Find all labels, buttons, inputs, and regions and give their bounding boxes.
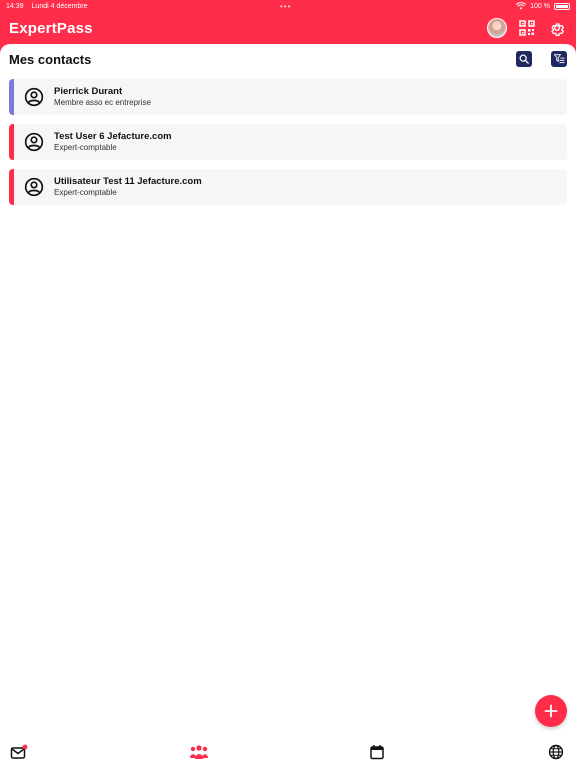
contact-list — [9, 79, 567, 214]
status-date: Lundi 4 décembre — [31, 2, 88, 10]
person-icon — [24, 87, 44, 107]
contact-item[interactable] — [9, 124, 567, 160]
gear-icon — [549, 20, 565, 36]
contact-name: Pierrick Durant — [54, 86, 123, 97]
contact-item[interactable] — [9, 79, 567, 115]
user-avatar[interactable] — [487, 18, 507, 38]
add-contact-button[interactable] — [535, 695, 567, 727]
contact-accent-bar — [9, 169, 14, 205]
mail-icon — [10, 744, 28, 760]
wifi-icon — [516, 2, 526, 10]
page-title: Mes contacts — [9, 52, 92, 67]
contact-role: Expert-comptable — [54, 188, 117, 197]
contact-role: Expert-comptable — [54, 143, 117, 152]
status-bar — [0, 0, 576, 12]
people-icon — [189, 744, 209, 760]
contact-name: Test User 6 Jefacture.com — [54, 131, 172, 142]
contact-text — [54, 131, 172, 153]
contact-accent-bar — [9, 79, 14, 115]
app-bar — [0, 12, 576, 44]
contact-role: Membre asso ec entreprise — [54, 98, 151, 107]
search-button[interactable] — [516, 51, 532, 67]
multitasking-dots-icon[interactable]: ••• — [280, 2, 292, 11]
person-icon — [24, 132, 44, 152]
tab-contacts[interactable] — [189, 744, 209, 760]
settings-button[interactable] — [547, 18, 567, 38]
person-icon — [24, 177, 44, 197]
main-content — [0, 44, 576, 736]
globe-icon — [548, 744, 564, 760]
status-right — [516, 2, 570, 10]
notification-badge — [23, 745, 28, 750]
tab-messages[interactable] — [10, 744, 28, 760]
tab-bar — [0, 736, 576, 768]
filter-button[interactable] — [551, 51, 567, 67]
contact-accent-bar — [9, 124, 14, 160]
battery-percent: 100 % — [530, 2, 550, 10]
status-time: 14:39 — [6, 2, 24, 10]
contact-name: Utilisateur Test 11 Jefacture.com — [54, 176, 202, 187]
tab-web[interactable] — [547, 744, 565, 760]
battery-icon — [554, 3, 570, 10]
contact-text — [54, 176, 202, 198]
app-bar-actions — [487, 18, 567, 38]
search-icon — [519, 54, 529, 64]
filter-icon — [554, 54, 565, 64]
tab-calendar[interactable] — [368, 744, 386, 760]
qr-code-button[interactable] — [517, 18, 537, 38]
qr-code-icon — [519, 20, 535, 36]
contact-item[interactable] — [9, 169, 567, 205]
contact-text — [54, 86, 151, 108]
app-title: ExpertPass — [9, 19, 93, 37]
calendar-icon — [369, 744, 385, 760]
plus-icon — [544, 704, 558, 718]
